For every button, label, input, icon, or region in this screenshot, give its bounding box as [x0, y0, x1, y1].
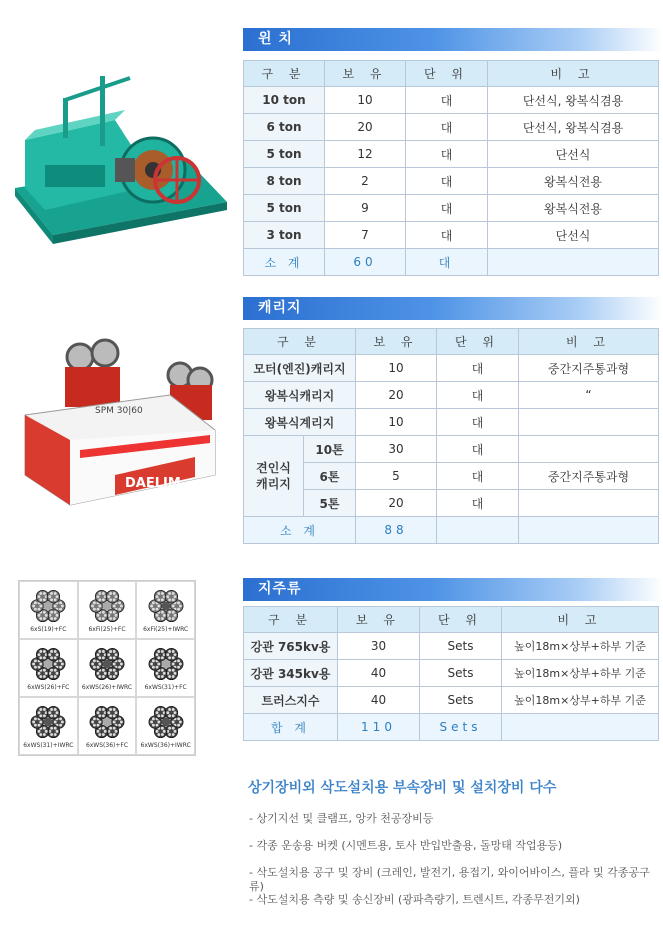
row-label: 6톤	[304, 463, 356, 490]
table-row	[244, 490, 659, 517]
col-header: 구 분	[244, 329, 356, 355]
row-label: 강관 345kv용	[244, 660, 338, 687]
rope-spec-label: 6xWS(31)+IWRC	[23, 741, 74, 749]
rope-section-icon	[89, 704, 125, 740]
cell-qty: 5	[356, 463, 437, 490]
cell-unit: 대	[406, 168, 488, 195]
cell-note	[519, 490, 659, 517]
rope-spec-label: 6xWS(36)+FC	[85, 741, 129, 749]
rope-section-icon	[89, 646, 125, 682]
table-row	[244, 222, 659, 249]
table-row	[244, 195, 659, 222]
rope-spec-label: 6xWS(31)+FC	[144, 683, 187, 691]
col-header: 비 고	[502, 607, 659, 633]
total-row	[244, 517, 659, 544]
rope-spec-label: 6xWS(26)+FC	[27, 683, 70, 691]
total-note	[502, 714, 659, 741]
rope-section-icon	[89, 588, 125, 624]
row-label: 8 ton	[244, 168, 325, 195]
total-unit	[437, 517, 519, 544]
cell-qty: 9	[325, 195, 406, 222]
cell-note: 높이18m×상부+하부 기준	[502, 633, 659, 660]
cell-unit: 대	[406, 141, 488, 168]
row-label: 모터(엔진)캐리지	[244, 355, 356, 382]
col-header: 구 분	[244, 61, 325, 87]
cell-note	[519, 409, 659, 436]
cell-unit: 대	[437, 490, 519, 517]
table-row	[244, 141, 659, 168]
table-row	[244, 382, 659, 409]
rope-section-icon	[30, 646, 66, 682]
winch-photo	[5, 70, 230, 250]
cell-unit: 대	[437, 463, 519, 490]
col-header: 단 위	[406, 61, 488, 87]
cell-qty: 20	[356, 382, 437, 409]
row-label: 왕복식계리지	[244, 409, 356, 436]
total-qty: 88	[356, 517, 437, 544]
total-unit: Sets	[420, 714, 502, 741]
row-label: 트러스지수	[244, 687, 338, 714]
row-label: 3 ton	[244, 222, 325, 249]
wire-rope-cell	[136, 697, 195, 755]
wire-rope-cell	[78, 581, 137, 639]
row-label: 5 ton	[244, 195, 325, 222]
rope-spec-label: 6xFi(25)+FC	[88, 625, 126, 633]
total-row	[244, 714, 659, 741]
total-note	[519, 517, 659, 544]
cell-note: 중간지주통과형	[519, 463, 659, 490]
row-label: 10톤	[304, 436, 356, 463]
carriage-table	[243, 328, 659, 544]
cell-qty: 10	[325, 87, 406, 114]
wire-rope-cell	[19, 581, 78, 639]
brand-logo: DAELIM	[125, 476, 181, 491]
cell-unit: 대	[406, 87, 488, 114]
cell-qty: 7	[325, 222, 406, 249]
total-note	[488, 249, 659, 276]
cell-qty: 30	[338, 633, 420, 660]
cell-qty: 10	[356, 409, 437, 436]
wire-rope-cell	[136, 581, 195, 639]
row-label: 왕복식캐리지	[244, 382, 356, 409]
row-label: 6 ton	[244, 114, 325, 141]
extra-equipment-list	[249, 812, 663, 920]
col-header: 단 위	[437, 329, 519, 355]
cell-unit: 대	[406, 114, 488, 141]
col-header: 보 유	[356, 329, 437, 355]
rope-spec-label: 6xWS(26)+IWRC	[81, 683, 133, 691]
cell-unit: 대	[406, 222, 488, 249]
table-row	[244, 463, 659, 490]
total-label: 소 계	[244, 517, 356, 544]
table-row	[244, 687, 659, 714]
wire-rope-cell	[78, 697, 137, 755]
total-qty: 60	[325, 249, 406, 276]
table-row	[244, 633, 659, 660]
col-header: 보 유	[325, 61, 406, 87]
rope-section-icon	[148, 646, 184, 682]
cell-qty: 20	[325, 114, 406, 141]
cell-unit: 대	[437, 355, 519, 382]
cell-unit: 대	[406, 195, 488, 222]
list-item: - 삭도설치용 측량 및 송신장비 (광파측량기, 트렌시트, 각종무전기외)	[249, 893, 580, 906]
cell-qty: 40	[338, 687, 420, 714]
total-row	[244, 249, 659, 276]
list-item: - 각종 운송용 버켓 (시멘트용, 토사 반입반출용, 돌망태 작업용등)	[249, 839, 563, 852]
cell-note	[519, 436, 659, 463]
total-qty: 110	[338, 714, 420, 741]
cell-note: 단선식, 왕복식겸용	[488, 87, 659, 114]
cell-unit: 대	[437, 436, 519, 463]
rope-section-icon	[30, 704, 66, 740]
total-label: 소 계	[244, 249, 325, 276]
list-item: - 삭도설치용 공구 및 장비 (크레인, 발전기, 용접기, 와이어바이스, 플라 및 각종공구류)	[249, 866, 650, 893]
cell-unit: Sets	[420, 660, 502, 687]
wire-rope-cell	[19, 639, 78, 697]
total-unit: 대	[406, 249, 488, 276]
col-header: 보 유	[338, 607, 420, 633]
pole-section-title: 지주류	[243, 578, 663, 601]
col-header: 비 고	[488, 61, 659, 87]
model-label: SPM 30|60	[95, 406, 143, 416]
row-label: 10 ton	[244, 87, 325, 114]
cell-note: 왕복식전용	[488, 168, 659, 195]
cell-unit: Sets	[420, 633, 502, 660]
wire-rope-grid	[18, 580, 196, 756]
list-item: - 상기지선 및 클램프, 앙카 천공장비등	[249, 812, 434, 825]
total-label: 합 계	[244, 714, 338, 741]
cell-qty: 40	[338, 660, 420, 687]
cell-unit: 대	[437, 409, 519, 436]
cell-qty: 2	[325, 168, 406, 195]
rope-section-icon	[148, 588, 184, 624]
row-label: 5 ton	[244, 141, 325, 168]
towed-group-label: 견인식 캐리지	[244, 436, 304, 517]
cell-qty: 12	[325, 141, 406, 168]
rope-spec-label: 6xFi(25)+IWRC	[143, 625, 189, 633]
carriage-photo	[10, 335, 225, 515]
winch-section-title: 윈 치	[243, 28, 663, 51]
wire-rope-cell	[19, 697, 78, 755]
table-row	[244, 114, 659, 141]
table-row	[244, 436, 659, 463]
winch-table	[243, 60, 659, 276]
col-header: 단 위	[420, 607, 502, 633]
cell-note: 단선식	[488, 141, 659, 168]
cell-note: 단선식, 왕복식겸용	[488, 114, 659, 141]
rope-spec-label: 6xWS(36)+IWRC	[140, 741, 191, 749]
cell-note: 높이18m×상부+하부 기준	[502, 687, 659, 714]
rope-section-icon	[30, 588, 66, 624]
extra-equipment-title: 상기장비외 삭도설치용 부속장비 및 설치장비 다수	[248, 780, 557, 796]
rope-section-icon	[148, 704, 184, 740]
cell-qty: 30	[356, 436, 437, 463]
table-row	[244, 87, 659, 114]
cell-unit: 대	[437, 382, 519, 409]
cell-note: 높이18m×상부+하부 기준	[502, 660, 659, 687]
cell-note: 왕복식전용	[488, 195, 659, 222]
cell-qty: 20	[356, 490, 437, 517]
wire-rope-cell	[136, 639, 195, 697]
row-label: 강관 765kv용	[244, 633, 338, 660]
table-row	[244, 355, 659, 382]
cell-unit: Sets	[420, 687, 502, 714]
pole-table	[243, 606, 659, 741]
table-row	[244, 660, 659, 687]
cell-note: 중간지주통과형	[519, 355, 659, 382]
col-header: 구 분	[244, 607, 338, 633]
cell-note: “	[519, 382, 659, 409]
rope-spec-label: 6xS(19)+FC	[30, 625, 67, 633]
cell-qty: 10	[356, 355, 437, 382]
cell-note: 단선식	[488, 222, 659, 249]
wire-rope-cell	[78, 639, 137, 697]
row-label: 5톤	[304, 490, 356, 517]
table-row	[244, 168, 659, 195]
carriage-section-title: 캐리지	[243, 297, 663, 320]
col-header: 비 고	[519, 329, 659, 355]
table-row	[244, 409, 659, 436]
